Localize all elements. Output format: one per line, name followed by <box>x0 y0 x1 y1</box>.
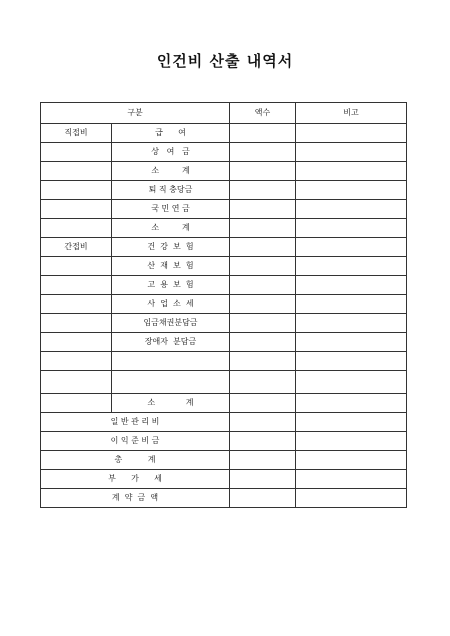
amount-cell[interactable] <box>230 124 296 143</box>
table-header-row <box>41 103 407 124</box>
row-item-label: 퇴 직 충당금 <box>112 181 230 200</box>
table-row <box>41 394 407 413</box>
note-cell[interactable] <box>296 489 407 508</box>
row-item-label: 국 민 연 금 <box>112 200 230 219</box>
summary-label: 계 약 금 액 <box>41 489 230 508</box>
header-note: 비고 <box>296 103 407 124</box>
table-row <box>41 238 407 257</box>
note-cell[interactable] <box>296 470 407 489</box>
category-cell <box>41 162 112 181</box>
amount-cell[interactable] <box>230 257 296 276</box>
note-cell[interactable] <box>296 200 407 219</box>
row-item-label: 장애자 분담금 <box>112 333 230 352</box>
row-item-label: 급 여 <box>112 124 230 143</box>
row-item-label: 사 업 소 세 <box>112 295 230 314</box>
table-row <box>41 371 407 394</box>
note-cell[interactable] <box>296 413 407 432</box>
summary-row <box>41 489 407 508</box>
category-cell <box>41 394 112 413</box>
row-item-label: 산 재 보 험 <box>112 257 230 276</box>
category-cell <box>41 276 112 295</box>
category-cell <box>41 314 112 333</box>
table-row <box>41 181 407 200</box>
category-cell <box>41 371 112 394</box>
note-cell[interactable] <box>296 371 407 394</box>
note-cell[interactable] <box>296 394 407 413</box>
table-row <box>41 352 407 371</box>
category-cell <box>41 333 112 352</box>
summary-label: 총 계 <box>41 451 230 470</box>
table-row <box>41 276 407 295</box>
amount-cell[interactable] <box>230 238 296 257</box>
row-item-label <box>112 352 230 371</box>
row-item-label: 고 용 보 험 <box>112 276 230 295</box>
amount-cell[interactable] <box>230 333 296 352</box>
category-cell <box>41 352 112 371</box>
summary-label: 일 반 관 리 비 <box>41 413 230 432</box>
table-row <box>41 333 407 352</box>
row-item-label: 소 계 <box>112 394 230 413</box>
row-item-label: 임금채권분담금 <box>112 314 230 333</box>
note-cell[interactable] <box>296 333 407 352</box>
row-item-label <box>112 371 230 394</box>
amount-cell[interactable] <box>230 295 296 314</box>
amount-cell[interactable] <box>230 489 296 508</box>
table-row <box>41 143 407 162</box>
header-amount: 액수 <box>230 103 296 124</box>
note-cell[interactable] <box>296 451 407 470</box>
category-cell <box>41 200 112 219</box>
summary-label: 이 익 준 비 금 <box>41 432 230 451</box>
note-cell[interactable] <box>296 124 407 143</box>
amount-cell[interactable] <box>230 451 296 470</box>
category-cell <box>41 257 112 276</box>
note-cell[interactable] <box>296 432 407 451</box>
note-cell[interactable] <box>296 162 407 181</box>
table-row <box>41 219 407 238</box>
row-item-label: 건 강 보 험 <box>112 238 230 257</box>
note-cell[interactable] <box>296 314 407 333</box>
note-cell[interactable] <box>296 257 407 276</box>
row-item-label: 소 계 <box>112 162 230 181</box>
amount-cell[interactable] <box>230 219 296 238</box>
note-cell[interactable] <box>296 219 407 238</box>
note-cell[interactable] <box>296 238 407 257</box>
amount-cell[interactable] <box>230 394 296 413</box>
summary-row <box>41 470 407 489</box>
amount-cell[interactable] <box>230 470 296 489</box>
summary-row <box>41 413 407 432</box>
note-cell[interactable] <box>296 295 407 314</box>
amount-cell[interactable] <box>230 432 296 451</box>
note-cell[interactable] <box>296 181 407 200</box>
amount-cell[interactable] <box>230 181 296 200</box>
category-cell <box>41 219 112 238</box>
document-title: 인건비 산출 내역서 <box>156 52 294 70</box>
table-row <box>41 314 407 333</box>
row-item-label: 상 여 금 <box>112 143 230 162</box>
table-row <box>41 162 407 181</box>
labor-cost-table <box>40 102 407 508</box>
amount-cell[interactable] <box>230 162 296 181</box>
table-row <box>41 257 407 276</box>
category-cell <box>41 143 112 162</box>
table-row <box>41 200 407 219</box>
amount-cell[interactable] <box>230 276 296 295</box>
category-cell <box>41 181 112 200</box>
amount-cell[interactable] <box>230 371 296 394</box>
table-row <box>41 295 407 314</box>
amount-cell[interactable] <box>230 314 296 333</box>
amount-cell[interactable] <box>230 352 296 371</box>
note-cell[interactable] <box>296 143 407 162</box>
note-cell[interactable] <box>296 276 407 295</box>
direct-category-label: 직접비 <box>41 124 112 143</box>
row-item-label: 소 계 <box>112 219 230 238</box>
summary-row <box>41 432 407 451</box>
note-cell[interactable] <box>296 352 407 371</box>
amount-cell[interactable] <box>230 200 296 219</box>
category-cell <box>41 295 112 314</box>
indirect-category-label: 간접비 <box>41 238 112 257</box>
summary-label: 부 가 세 <box>41 470 230 489</box>
table-row <box>41 124 407 143</box>
amount-cell[interactable] <box>230 413 296 432</box>
amount-cell[interactable] <box>230 143 296 162</box>
header-category: 구분 <box>41 103 230 124</box>
summary-row <box>41 451 407 470</box>
